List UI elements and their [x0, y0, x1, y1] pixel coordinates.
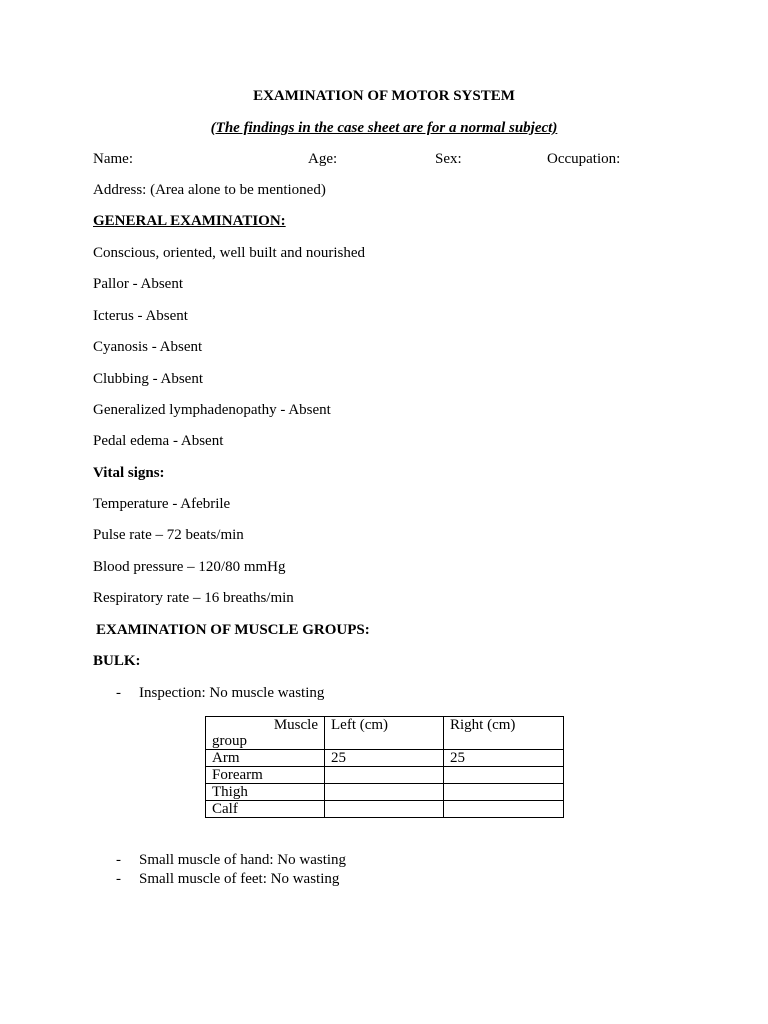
general-item: Pallor - Absent: [93, 276, 183, 292]
hand-muscle-text: Small muscle of hand: No wasting: [139, 852, 347, 868]
general-item: Clubbing - Absent: [93, 371, 204, 387]
header-right: Right (cm): [444, 717, 564, 750]
table-row: [206, 784, 564, 801]
cell-left: [325, 801, 444, 818]
general-item: Cyanosis - Absent: [93, 339, 203, 355]
sex-label: Sex:: [435, 151, 462, 167]
cell-left: [325, 784, 444, 801]
cell-left: 25: [325, 750, 444, 767]
cell-muscle: Calf: [206, 801, 325, 818]
vital-item: Blood pressure – 120/80 mmHg: [93, 559, 286, 575]
bulk-table: [205, 716, 564, 818]
cell-right: [444, 801, 564, 818]
cell-right: [444, 784, 564, 801]
general-item: Conscious, oriented, well built and nourished: [93, 245, 366, 261]
vital-item: Pulse rate – 72 beats/min: [93, 527, 244, 543]
muscle-groups-heading: EXAMINATION OF MUSCLE GROUPS:: [96, 622, 370, 638]
table-row: [206, 750, 564, 767]
inspection-text: Inspection: No muscle wasting: [139, 685, 325, 701]
age-label: Age:: [308, 151, 338, 167]
header-left: Left (cm): [325, 717, 444, 750]
vital-item: Temperature - Afebrile: [93, 496, 231, 512]
address-line: Address: (Area alone to be mentioned): [93, 182, 326, 198]
bullet-dash: -: [116, 685, 121, 701]
bullet-dash: -: [116, 852, 121, 868]
bullet-dash: -: [116, 871, 121, 887]
header-muscle-line2: group: [212, 733, 247, 749]
document-subtitle: [0, 119, 768, 137]
cell-muscle: Thigh: [206, 784, 325, 801]
table-row: [206, 767, 564, 784]
vital-item: Respiratory rate – 16 breaths/min: [93, 590, 294, 606]
occupation-label: Occupation:: [547, 151, 621, 167]
general-item: Icterus - Absent: [93, 308, 188, 324]
subtitle-text: (The findings in the case sheet are for a normal subject): [210, 120, 558, 136]
header-muscle-line1: Muscle: [273, 717, 318, 733]
name-label: Name:: [93, 151, 133, 167]
cell-left: [325, 767, 444, 784]
table-header-row: [206, 717, 564, 750]
bulk-heading: BULK:: [93, 653, 141, 669]
cell-muscle: Arm: [206, 750, 325, 767]
feet-muscle-text: Small muscle of feet: No wasting: [139, 871, 340, 887]
general-examination-heading: GENERAL EXAMINATION:: [93, 213, 286, 229]
cell-right: [444, 767, 564, 784]
vital-signs-heading: Vital signs:: [93, 465, 165, 481]
cell-muscle: Forearm: [206, 767, 325, 784]
table-row: [206, 801, 564, 818]
header-muscle-group: [206, 717, 325, 750]
document-title: EXAMINATION OF MOTOR SYSTEM: [253, 88, 515, 104]
general-item: Pedal edema - Absent: [93, 433, 224, 449]
general-item: Generalized lymphadenopathy - Absent: [93, 402, 331, 418]
cell-right: 25: [444, 750, 564, 767]
